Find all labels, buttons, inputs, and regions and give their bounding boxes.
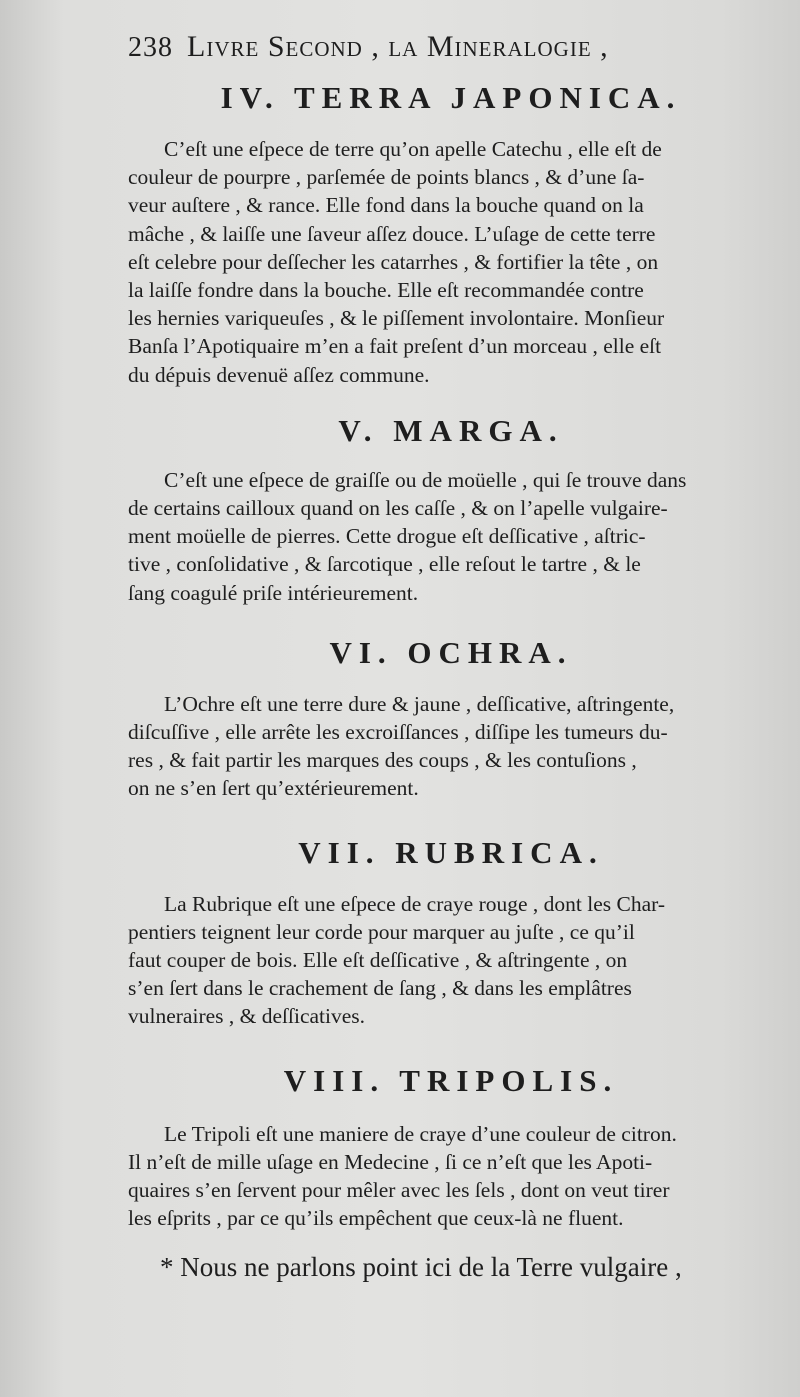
running-header <box>128 30 774 78</box>
text-line: L’Ochre eſt une terre dure & jaune , deſſicative, aſtringente, <box>164 691 675 716</box>
section-text-tripolis <box>128 1120 774 1233</box>
text-line: faut couper de bois. Elle eſt deſſicative , & aſtringente , on <box>128 948 628 973</box>
section-title-marga: V. MARGA. <box>338 412 564 448</box>
footnote: * Nous ne parlons point ici de la Terre vulgaire , <box>160 1252 682 1283</box>
section-title-rubrica: VII. RUBRICA. <box>298 834 604 870</box>
section-text-rubrica <box>128 890 774 1031</box>
page-number: 238 <box>128 32 173 63</box>
text-line: diſcuſſive , elle arrête les excroiſſances , diſſipe les tumeurs du- <box>128 720 668 745</box>
text-line: Banſa l’Apotiquaire m’en a fait preſent d’un morceau , elle eſt <box>128 334 662 359</box>
text-line: veur auſtere , & rance. Elle fond dans la bouche quand on la <box>128 193 644 218</box>
section-title-ochra: VI. OCHRA. <box>329 634 573 670</box>
text-line: Il n’eſt de mille uſage en Medecine , ſi ce n’eſt que les Apoti- <box>128 1149 653 1174</box>
text-line: pentiers teignent leur corde pour marquer au juſte , ce qu’il <box>128 919 635 944</box>
section-text-ochra <box>128 690 774 803</box>
text-line: res , & fait partir les marques des coups , & les contuſions , <box>128 748 637 773</box>
section-text-terra-japonica <box>128 135 774 389</box>
text-line: C’eſt une eſpece de terre qu’on apelle Catechu , elle eſt de <box>164 137 662 161</box>
text-line: couleur de pourpre , parſemée de points blancs , & d’une ſa- <box>128 165 645 190</box>
section-title-terra-japonica: IV. TERRA JAPONICA. <box>220 80 682 115</box>
text-line: on ne s’en ſert qu’extérieurement. <box>128 776 419 801</box>
text-line: du dépuis devenuë aſſez commune. <box>128 362 430 387</box>
text-line: La Rubrique eſt une eſpece de craye rouge , dont les Char- <box>164 891 666 916</box>
text-line: ment moüelle de pierres. Cette drogue eſt deſſicative , aſtric- <box>128 524 646 549</box>
text-line: ſang coagulé priſe intérieurement. <box>128 580 419 605</box>
section-text-marga <box>128 466 774 607</box>
text-line: la laiſſe fondre dans la bouche. Elle eſt recommandée contre <box>128 278 644 303</box>
text-line: C’eſt une eſpece de graiſſe ou de moüelle , qui ſe trouve dans <box>164 467 687 492</box>
text-line: vulneraires , & deſſicatives. <box>128 1004 366 1029</box>
text-line: tive , conſolidative , & ſarcotique , elle reſout le tartre , & le <box>128 552 641 577</box>
text-line: eſt celebre pour deſſecher les catarrhes , & fortifier la tête , on <box>128 249 659 274</box>
text-line: les eſprits , par ce qu’ils empêchent que ceux-là ne fluent. <box>128 1206 624 1231</box>
text-line: Le Tripoli eſt une maniere de craye d’une couleur de citron. <box>164 1121 677 1146</box>
text-line: les hernies variqueuſes , & le piſſement involontaire. Monſieur <box>128 306 665 331</box>
text-line: quaires s’en ſervent pour mêler avec les ſels , dont on veut tirer <box>128 1178 670 1203</box>
section-title-tripolis: VIII. TRIPOLIS. <box>283 1062 619 1098</box>
text-line: mâche , & laiſſe une ſaveur aſſez douce. L’uſage de cette terre <box>128 221 656 246</box>
running-title: Livre Second , la Mineralogie , <box>187 30 609 63</box>
text-line: s’en ſert dans le crachement de ſang , & dans les emplâtres <box>128 976 632 1001</box>
text-line: de certains cailloux quand on les caſſe , & on l’apelle vulgaire- <box>128 496 668 521</box>
